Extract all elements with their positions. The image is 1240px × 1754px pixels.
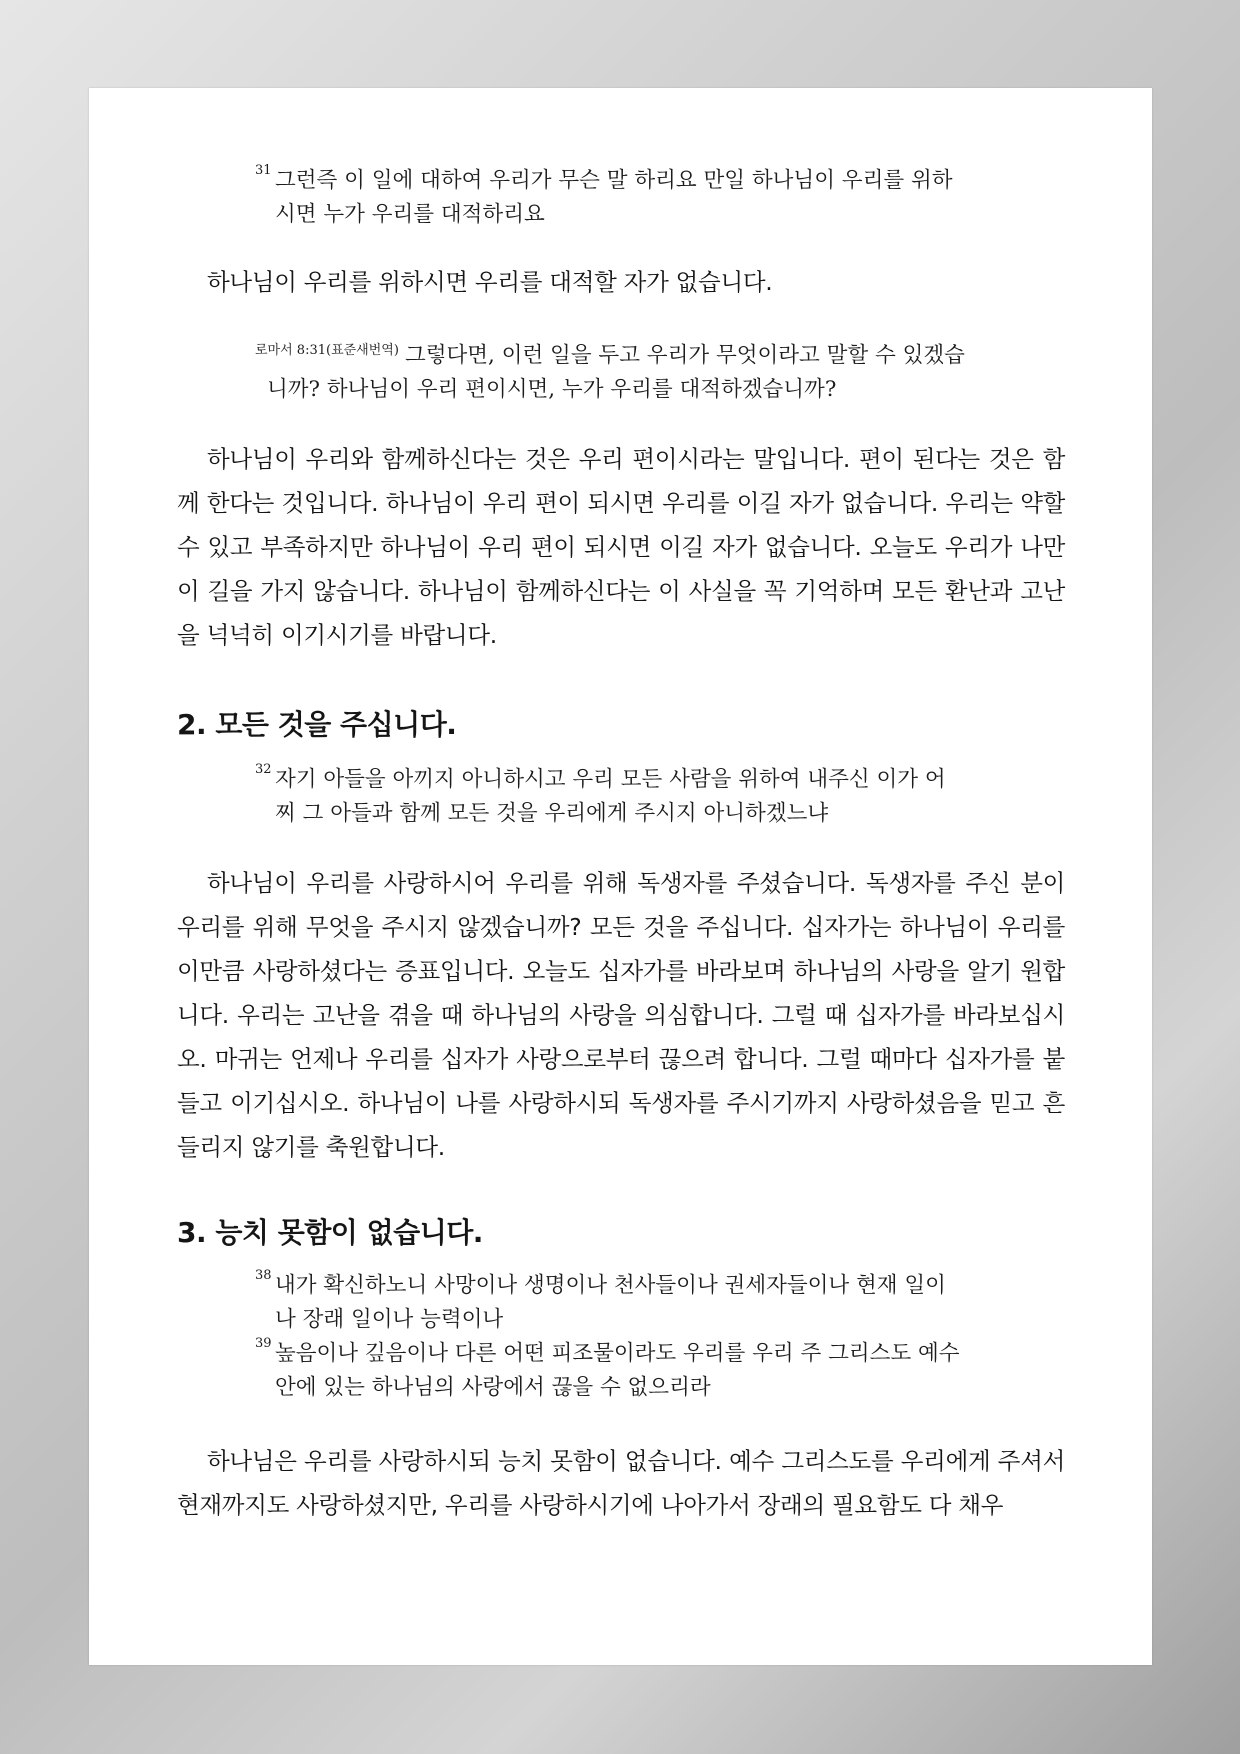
verse-32-row [255,763,981,831]
verse-line: 찌 그 아들과 함께 모든 것을 우리에게 주시지 아니하겠느냐 [275,801,829,826]
verse-line: 높음이나 깊음이나 다른 어떤 피조물이라도 우리를 우리 주 그리스도 예수 [275,1341,960,1366]
verse-standard-translation [255,334,981,407]
section-heading-2: 2. 모든 것을 주십니다. [177,708,457,741]
verse-38-row [255,1269,981,1337]
verse-reference: 로마서 8:31(표준새번역) [255,343,399,358]
verse-line [255,334,981,373]
verse-number: 39 [255,1336,272,1351]
verse-line: 내가 확신하노니 사망이나 생명이나 천사들이나 권세자들이나 현재 일이 [275,1273,946,1298]
verse-31-row [255,164,981,232]
verse-line: 그런즉 이 일에 대하여 우리가 무슨 말 하리요 만일 하나님이 우리를 위하 [275,168,953,193]
verse-number: 38 [255,1268,272,1283]
paragraph-4: 하나님은 우리를 사랑하시되 능치 못함이 없습니다. 예수 그리스도를 우리에게 주셔서 현재까지도 사랑하셨지만, 우리를 사랑하시기에 나아가서 장래의 필요함도 다 채우 [177,1447,1065,1519]
verse-number: 31 [255,163,272,178]
verse-38-39 [255,1269,981,1405]
paragraph-1: 하나님이 우리를 위하시면 우리를 대적할 자가 없습니다. [207,268,773,296]
section-heading-3: 3. 능치 못함이 없습니다. [177,1216,483,1249]
page-content [177,164,1065,1527]
document-page [89,88,1152,1665]
verse-line: 자기 아들을 아끼지 아니하시고 우리 모든 사람을 위하여 내주신 이가 어 [275,767,946,792]
verse-text: 그렇다면, 이런 일을 두고 우리가 무엇이라고 말할 수 있겠습 [404,343,965,368]
verse-32 [255,763,981,831]
verse-line: 시면 누가 우리를 대적하리요 [275,202,545,227]
verse-39-row [255,1337,981,1405]
verse-number: 32 [255,762,272,777]
verse-line: 안에 있는 하나님의 사랑에서 끊을 수 없으리라 [275,1375,711,1400]
paragraph-2: 하나님이 우리와 함께하신다는 것은 우리 편이시라는 말입니다. 편이 된다는 것은 함께 한다는 것입니다. 하나님이 우리 편이 되시면 우리를 이길 자가 없습니다. 우리는 약할 수 있고 부족하지만 하나님이 우리 편이 되시면 이길 자가 없습니다. 오늘도 우리가 나만 이 길을 가지 않습니다. 하나님이 함께하신다는 이 사실을 꼭 기억하며 모든 환난과 고난을 넉넉히 이기시기를 바랍니다. [177,445,1065,649]
verse-31 [255,164,981,232]
paragraph-3: 하나님이 우리를 사랑하시어 우리를 위해 독생자를 주셨습니다. 독생자를 주신 분이 우리를 위해 무엇을 주시지 않겠습니까? 모든 것을 주십니다. 십자가는 하나님이 우리를 이만큼 사랑하셨다는 증표입니다. 오늘도 십자가를 바라보며 하나님의 사랑을 알기 원합니다. 우리는 고난을 겪을 때 하나님의 사랑을 의심합니다. 그럴 때 십자가를 바라보십시오. 마귀는 언제나 우리를 십자가 사랑으로부터 끊으려 합니다. 그럴 때마다 십자가를 붙들고 이기십시오. 하나님이 나를 사랑하시되 독생자를 주시기까지 사랑하셨음을 믿고 흔들리지 않기를 축원합니다. [177,869,1065,1161]
verse-line: 니까? 하나님이 우리 편이시면, 누가 우리를 대적하겠습니까? [267,377,837,402]
verse-line: 나 장래 일이나 능력이나 [275,1307,504,1332]
